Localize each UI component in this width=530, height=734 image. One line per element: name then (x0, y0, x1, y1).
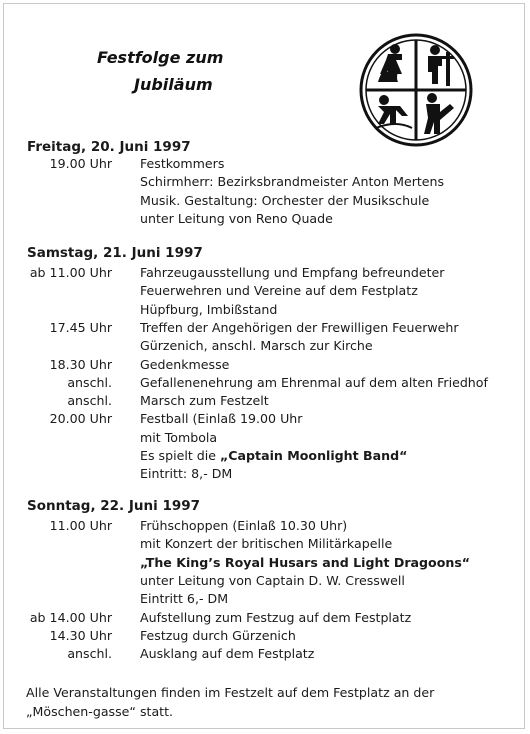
schedule-row (0, 428, 520, 447)
schedule-row (0, 191, 520, 210)
schedule-time: ab 11.00 Uhr (29, 265, 112, 280)
fire-brigade-emblem-icon (358, 32, 474, 148)
schedule-row (0, 172, 520, 191)
schedule-row (0, 355, 520, 374)
schedule-text: Musik. Gestaltung: Orchester der Musikschule (140, 192, 430, 208)
day-heading: Freitag, 20. Juni 1997 (27, 139, 191, 155)
title-line-1: Festfolge zum (97, 48, 224, 67)
schedule-text: mit Tombola (140, 429, 218, 445)
schedule-time: anschl. (67, 393, 112, 409)
schedule-row (0, 516, 520, 535)
schedule-time: 17.45 Uhr (49, 319, 112, 335)
schedule-row (0, 608, 520, 627)
schedule-time: 14.30 Uhr (49, 627, 112, 643)
schedule-row (0, 409, 520, 428)
footer-note: Alle Veranstaltungen finden im Festzelt auf dem Festplatz an der „Möschen-gasse“ statt. (26, 685, 435, 719)
schedule-text: Gürzenich, anschl. Marsch zur Kirche (140, 338, 373, 354)
schedule-time: anschl. (67, 374, 112, 390)
band-name: „The King’s Royal Husars and Light Dragoons“ (140, 554, 471, 570)
schedule-description (140, 391, 269, 410)
schedule-text: mit Konzert der britischen Militärkapelle (140, 536, 393, 552)
schedule-time: 19.00 Uhr (49, 156, 112, 171)
title-line-2: Jubiläum (134, 75, 213, 94)
schedule-row (0, 553, 520, 572)
schedule-description (140, 589, 228, 608)
schedule-text: unter Leitung von Reno Quade (140, 210, 333, 226)
schedule-text: Marsch zum Festzelt (140, 393, 269, 409)
schedule-row (0, 300, 520, 319)
schedule-time: anschl. (67, 646, 112, 662)
schedule-description (140, 336, 373, 355)
schedule-time: 18.30 Uhr (49, 356, 112, 372)
schedule-text: Es spielt die (140, 448, 221, 463)
schedule-text: Eintritt: 8,- DM (140, 466, 233, 482)
schedule-text: Ausklang auf dem Festplatz (140, 646, 315, 662)
schedule-row (0, 391, 520, 410)
day-heading: Samstag, 21. Juni 1997 (27, 245, 203, 261)
schedule-description (140, 644, 314, 663)
schedule-description (140, 172, 444, 191)
schedule-text: Gefallenenehrung am Ehrenmal auf dem alten Friedhof (140, 374, 488, 390)
day-heading: Sonntag, 22. Juni 1997 (27, 498, 201, 514)
schedule-row (0, 464, 520, 483)
schedule-text: Festkommers (140, 156, 225, 171)
schedule-description (140, 608, 411, 627)
schedule-row (0, 154, 520, 173)
schedule-row (0, 281, 520, 300)
schedule-text: Gedenkmesse (140, 356, 230, 372)
schedule-description (140, 373, 488, 392)
schedule-description (140, 626, 296, 645)
schedule-description (140, 516, 347, 535)
schedule-text: unter Leitung von Captain D. W. Cresswell (140, 572, 405, 588)
schedule-row (0, 626, 520, 645)
schedule-time: 11.00 Uhr (49, 518, 112, 533)
schedule-description (140, 409, 302, 428)
schedule-text: Eintritt 6,- DM (140, 591, 229, 607)
schedule-row (0, 318, 520, 337)
schedule-text: Frühschoppen (Einlaß 10.30 Uhr) (140, 518, 348, 533)
schedule-description (140, 534, 392, 553)
schedule-row (0, 209, 520, 228)
schedule-text: Aufstellung zum Festzug auf dem Festplatz (140, 609, 412, 625)
schedule-row (0, 534, 520, 553)
schedule-description (140, 446, 407, 465)
schedule-description (140, 428, 217, 447)
schedule-description (140, 191, 429, 210)
schedule-row (0, 589, 520, 608)
schedule-description (140, 553, 470, 572)
schedule-row (0, 571, 520, 590)
schedule-text: Fahrzeugausstellung und Empfang befreundeter (140, 265, 445, 280)
schedule-text: Festball (Einlaß 19.00 Uhr (140, 411, 303, 427)
schedule-text: Hüpfburg, Imbißstand (140, 301, 278, 317)
schedule-row (0, 446, 520, 465)
schedule-row (0, 644, 520, 663)
schedule-row (0, 373, 520, 392)
schedule-text: Schirmherr: Bezirksbrandmeister Anton Mertens (140, 174, 445, 190)
schedule-time: 20.00 Uhr (49, 411, 112, 427)
schedule-text: Festzug durch Gürzenich (140, 627, 296, 643)
schedule-text: Treffen der Angehörigen der Frewilligen Feuerwehr (140, 319, 459, 335)
schedule-description (140, 318, 459, 337)
schedule-description (140, 209, 333, 228)
schedule-description (140, 571, 405, 590)
band-name: „Captain Moonlight Band“ (220, 448, 408, 463)
schedule-description (140, 464, 232, 483)
schedule-text: Feuerwehren und Vereine auf dem Festplatz (140, 283, 418, 299)
schedule-description (140, 300, 277, 319)
schedule-time: ab 14.00 Uhr (29, 609, 112, 625)
schedule-row (0, 263, 520, 282)
schedule-description (140, 281, 418, 300)
schedule-description (140, 154, 224, 173)
schedule-description (140, 263, 444, 282)
schedule-row (0, 336, 520, 355)
schedule-description (140, 355, 229, 374)
